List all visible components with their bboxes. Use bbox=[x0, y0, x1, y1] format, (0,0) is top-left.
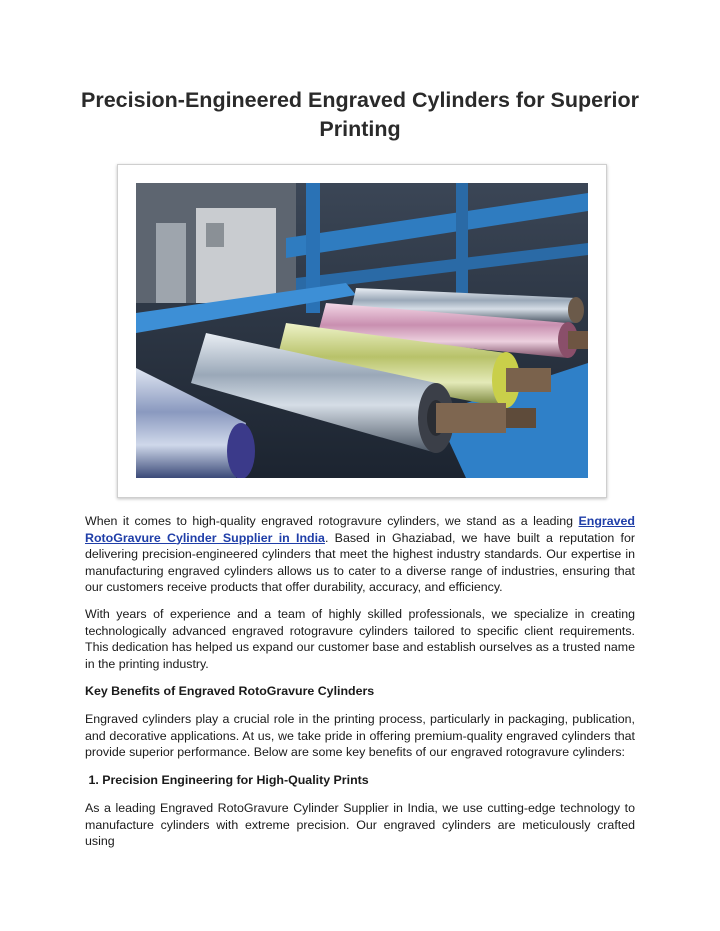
heading-key-benefits-block bbox=[85, 683, 635, 700]
precision-paragraph: As a leading Engraved RotoGravure Cylinder Supplier in India, we use cutting-edge technology to manufacture cylinders with extreme precision. Our engraved cylinders are meticulously crafted using bbox=[85, 801, 635, 848]
intro-text-start: When it comes to high-quality engraved rotogravure cylinders, we stand as a leading bbox=[85, 514, 579, 528]
supplier-link[interactable]: Engraved RotoGravure Cylinder Supplier in India bbox=[85, 514, 635, 545]
heading-precision-engineering: 1. Precision Engineering for High-Quality Prints bbox=[85, 773, 369, 787]
body-text-experience bbox=[85, 606, 635, 672]
intro-paragraph bbox=[85, 513, 635, 596]
intro-text-end: . Based in Ghaziabad, we have built a reputation for delivering precision-engineered cylinders that meet the highest industry standards. Our expertise in manufacturing engraved cylinders allows us to cater to a diverse range of industries, ensuring that our customers receive products that offer durability, accuracy, and efficiency. bbox=[85, 530, 636, 594]
experience-paragraph: With years of experience and a team of highly skilled professionals, we specialize in creating technologically advanced engraved rotogravure cylinders tailored to specific client requirements. This dedication has helped us expand our customer base and establish ourselves as a trusted name in the printing industry. bbox=[85, 607, 635, 671]
body-text-intro bbox=[85, 513, 635, 596]
page-title: Precision-Engineered Engraved Cylinders for Superior Printing bbox=[81, 88, 639, 141]
printing-cylinders-photo bbox=[136, 183, 588, 478]
heading-key-benefits: Key Benefits of Engraved RotoGravure Cylinders bbox=[85, 684, 375, 698]
heading-precision-block bbox=[85, 772, 635, 789]
body-text-benefits bbox=[85, 711, 635, 761]
photo-frame bbox=[117, 164, 607, 498]
benefits-paragraph: Engraved cylinders play a crucial role in the printing process, particularly in packaging, publication, and decorative applications. At us, we take pride in offering premium-quality engraved cylinders that provide superior performance. Below are some key benefits of our engraved rotogravure cylinders: bbox=[85, 712, 635, 759]
body-text-precision bbox=[85, 800, 635, 850]
